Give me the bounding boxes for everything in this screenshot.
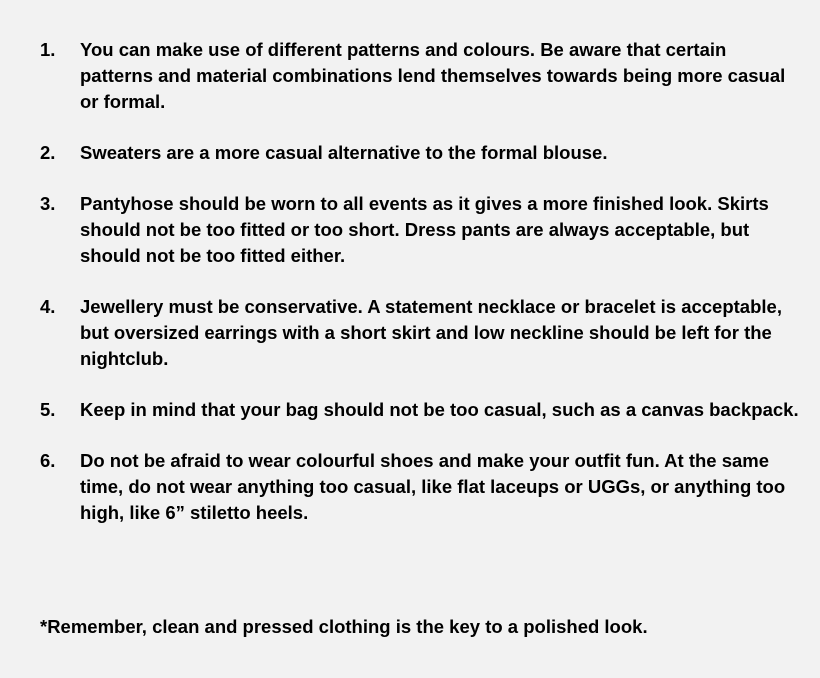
list-item [40, 397, 800, 423]
list-item-number: 6. [40, 450, 56, 471]
list-item-text: You can make use of different patterns and colours. Be aware that certain patterns and material combinations lend themselves towards being more casual or formal. [80, 39, 786, 112]
list-item [40, 448, 800, 526]
list-item-text: Do not be afraid to wear colourful shoes and make your outfit fun. At the same time, do not wear anything too casual, like flat laceups or UGGs, or anything too high, like 6” stiletto heels. [80, 450, 786, 523]
tips-list [40, 37, 800, 551]
list-item [40, 140, 800, 166]
list-item [40, 37, 800, 115]
list-item-number: 4. [40, 296, 56, 317]
list-item-text: Keep in mind that your bag should not be too casual, such as a canvas backpack. [80, 399, 799, 420]
list-item-text: Pantyhose should be worn to all events as it gives a more finished look. Skirts should not be too fitted or too short. Dress pants are always acceptable, but should not be too fitted either. [80, 193, 769, 266]
footnote-reminder: *Remember, clean and pressed clothing is the key to a polished look. [40, 616, 648, 637]
list-item [40, 294, 800, 372]
list-item [40, 191, 800, 269]
list-item-number: 1. [40, 39, 56, 60]
list-item-number: 3. [40, 193, 56, 214]
list-item-text: Jewellery must be conservative. A statement necklace or bracelet is acceptable, but oversized earrings with a short skirt and low neckline should be left for the nightclub. [80, 296, 782, 369]
list-item-number: 5. [40, 399, 56, 420]
list-item-number: 2. [40, 142, 56, 163]
list-item-text: Sweaters are a more casual alternative to the formal blouse. [80, 142, 608, 163]
